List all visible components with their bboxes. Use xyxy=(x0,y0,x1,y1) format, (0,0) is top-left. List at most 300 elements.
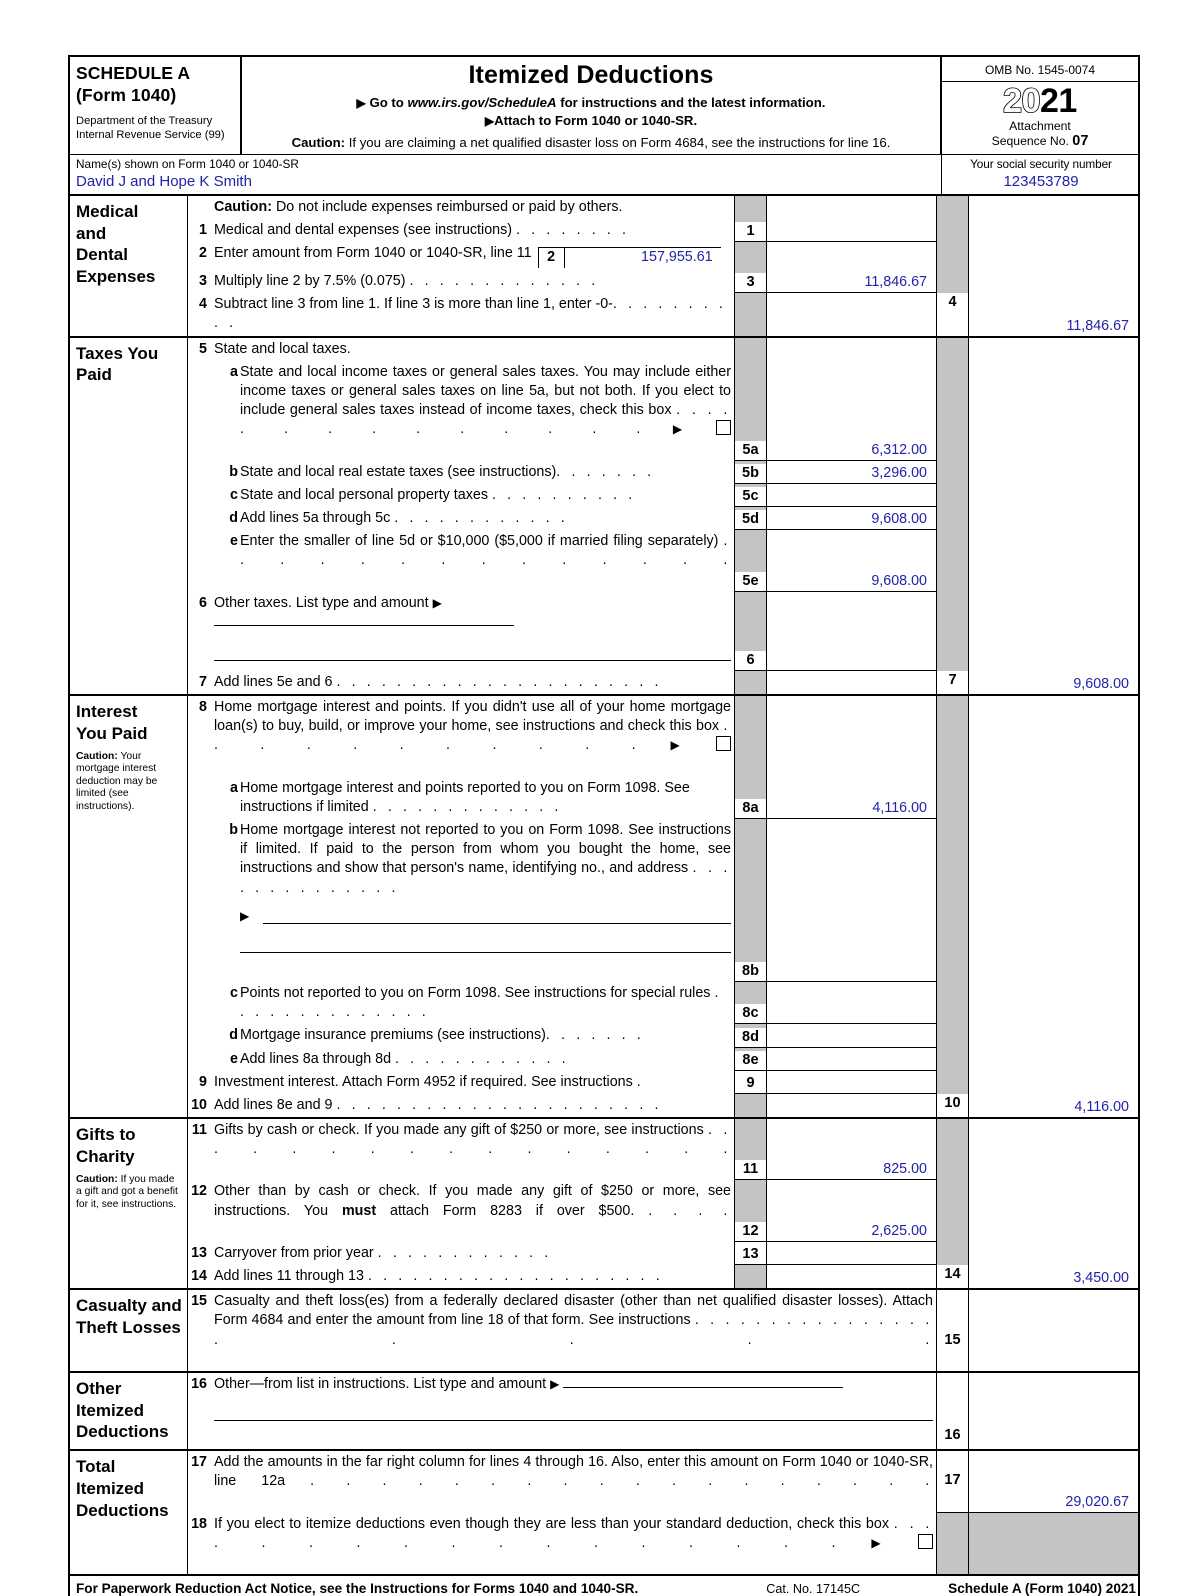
section-label-casualty xyxy=(70,1290,188,1371)
line-8d-box xyxy=(734,1024,766,1047)
line-3-text xyxy=(214,270,734,293)
gray-spacer-a xyxy=(936,196,968,219)
line-5-number: 5 xyxy=(199,340,207,357)
line-8b-payee-input[interactable] xyxy=(263,923,731,924)
amt2-spacer-5d xyxy=(968,507,1138,530)
line-11-box xyxy=(734,1119,766,1180)
amt2-spacer-1 xyxy=(968,219,1138,242)
line-5a-text xyxy=(240,361,734,461)
line-8c-text xyxy=(240,982,734,1024)
line-6-amount[interactable] xyxy=(766,592,936,671)
amt2-spacer-8d xyxy=(968,1024,1138,1047)
row-line-12 xyxy=(188,1180,1138,1241)
line-15-number: 15 xyxy=(191,1293,207,1310)
leader-dots-5a: . . . . . . . . . . . . . . xyxy=(240,402,731,438)
line-9-text xyxy=(214,1071,734,1094)
gray-spacer-8b xyxy=(936,819,968,982)
caution-text: If you are claiming a net qualified disaster loss on Form 4684, see the instructions for line 16. xyxy=(345,134,891,150)
line-10-amount[interactable] xyxy=(968,1094,1138,1117)
line-11-number: 11 xyxy=(191,1122,207,1139)
line-4-label: Subtract line 3 from line 1. If line 3 is more than line 1, enter -0- xyxy=(214,296,613,313)
line-16-text xyxy=(214,1373,936,1449)
gifts-note-label: Caution: xyxy=(76,1173,118,1185)
line-5c-box xyxy=(734,484,766,507)
name-input[interactable]: David J and Hope K Smith xyxy=(76,173,252,191)
ssn-label: Your social security number xyxy=(970,157,1112,172)
leader-dots-5b: . . . . . . . xyxy=(556,463,655,480)
gray-spacer-6 xyxy=(936,592,968,671)
gray-spacer-3 xyxy=(936,270,968,293)
line-5c-amount[interactable] xyxy=(766,484,936,507)
line-4-amount-value: 11,846.67 xyxy=(1066,317,1129,334)
spacer-5c xyxy=(188,484,214,507)
line-8d-letter: d xyxy=(229,1027,238,1044)
line-6-label: Other taxes. List type and amount xyxy=(214,594,429,611)
amt2-spacer-8a xyxy=(968,777,1138,819)
amt2-spacer-11 xyxy=(968,1119,1138,1180)
line-12-box-number: 12 xyxy=(735,1222,766,1241)
triangle-icon-18: ▶ xyxy=(839,1535,913,1550)
line-14-box-number: 14 xyxy=(944,1266,961,1283)
line-8e-text xyxy=(240,1048,734,1071)
line-2-box-number: 2 xyxy=(539,248,565,268)
line-3-box-number: 3 xyxy=(735,273,766,292)
line-16-label: Other—from list in instructions. List type and amount xyxy=(214,1375,547,1392)
leader-dots-8d: . . . . . . . xyxy=(545,1027,645,1044)
line-8-label: Home mortgage interest and points. If you didn't use all of your home mortgage loan(s) to buy, build, or improve your home, see instructions and check this box xyxy=(214,699,731,735)
line-12-number: 12 xyxy=(191,1183,207,1200)
amt2-spacer-8c xyxy=(968,982,1138,1024)
row-line-7 xyxy=(188,671,1138,694)
line-6-amount-input[interactable] xyxy=(214,660,731,661)
line-14-amount[interactable] xyxy=(968,1265,1138,1288)
spacer-5e xyxy=(188,530,214,591)
leader-dots-11: . . . . . . . . . . . . . . . . xyxy=(214,1122,731,1158)
row-line-8c xyxy=(188,982,1138,1024)
line-15-text xyxy=(214,1290,936,1371)
amt2-spacer-5 xyxy=(968,338,1138,361)
line-16-box xyxy=(936,1373,968,1449)
line-1-amount[interactable] xyxy=(766,219,936,242)
spacer-8a xyxy=(188,777,214,819)
amt2-spacer-5e xyxy=(968,530,1138,591)
tax-year xyxy=(942,82,1138,119)
line-10-number: 10 xyxy=(191,1096,207,1113)
interest-note-label: Caution: xyxy=(76,750,118,762)
line-10-box xyxy=(936,1094,968,1117)
lnbox-spacer-4 xyxy=(734,293,766,335)
line-17-number: 17 xyxy=(191,1454,207,1471)
form-title: Itemized Deductions xyxy=(468,61,714,89)
row-line-8e xyxy=(188,1048,1138,1071)
line-6-type-input[interactable] xyxy=(214,625,514,626)
section-casualty-theft xyxy=(70,1288,1138,1371)
line-8b-text xyxy=(240,819,734,982)
amt2-spacer-3 xyxy=(968,270,1138,293)
name-label: Name(s) shown on Form 1040 or 1040-SR xyxy=(76,157,299,172)
line-16-box-number: 16 xyxy=(944,1426,961,1443)
row-line-5a xyxy=(188,361,1138,461)
line-5d-amount[interactable] xyxy=(766,507,936,530)
line-12-box xyxy=(734,1180,766,1241)
goto-prefix: Go to xyxy=(369,94,408,110)
name-field-group xyxy=(70,155,942,194)
medical-caution-text xyxy=(214,196,734,219)
amt-spacer-8 xyxy=(766,696,936,777)
line-11-amount-value: 825.00 xyxy=(883,1161,927,1178)
triangle-icon-6: ▶ xyxy=(432,595,442,610)
gray-spacer-5 xyxy=(936,338,968,361)
line-13-text xyxy=(214,1242,734,1265)
line-7-box-number: 7 xyxy=(948,671,957,688)
amt2-spacer-8 xyxy=(968,696,1138,777)
line-14-amount-value: 3,450.00 xyxy=(1073,1270,1129,1287)
section-label-medical xyxy=(70,196,188,336)
other-title-2: Itemized xyxy=(76,1400,145,1420)
line-6-box-number: 6 xyxy=(735,651,766,670)
line-5b-text xyxy=(240,461,734,484)
row-line-3 xyxy=(188,270,1138,293)
line-4-box xyxy=(936,293,968,335)
section-interest-paid xyxy=(70,694,1138,1117)
casualty-title-2: Theft Losses xyxy=(76,1318,181,1338)
line-8a-box xyxy=(734,777,766,819)
line-16-amount-input[interactable] xyxy=(214,1420,933,1421)
line-1-box-number: 1 xyxy=(735,222,766,241)
attach-line xyxy=(248,112,934,130)
row-line-1 xyxy=(188,219,1138,242)
line-5e-amount[interactable] xyxy=(766,530,936,591)
line-7-label: Add lines 5e and 6 xyxy=(214,673,333,690)
line-6-number: 6 xyxy=(199,594,207,611)
total-title-2: Itemized xyxy=(76,1478,145,1498)
spacer-8e xyxy=(188,1048,214,1071)
line-5b-amount[interactable] xyxy=(766,461,936,484)
line-3-label: Multiply line 2 by 7.5% (0.075) xyxy=(214,273,406,290)
section-body-taxes xyxy=(188,338,1138,695)
itemize-election-checkbox[interactable] xyxy=(918,1534,933,1549)
gray-spacer-5a xyxy=(936,361,968,461)
paperwork-notice: For Paperwork Reduction Act Notice, see the Instructions for Forms 1040 and 1040-SR. xyxy=(76,1581,639,1596)
dept-line-1: Department of the Treasury xyxy=(76,115,213,128)
line-1-box xyxy=(734,219,766,242)
line-8c-amount[interactable] xyxy=(766,982,936,1024)
line-8d-box-number: 8d xyxy=(735,1028,766,1047)
amt-spacer-4 xyxy=(766,293,936,335)
line-8b-letter: b xyxy=(229,822,238,839)
gifts-note-text: If you made a gift and got a benefit for it, see instructions. xyxy=(76,1173,178,1210)
header-caution xyxy=(248,135,934,152)
row-line-13 xyxy=(188,1242,1138,1265)
line-8e-amount[interactable] xyxy=(766,1048,936,1071)
attachment-number: 07 xyxy=(1072,132,1089,149)
line-8a-text xyxy=(240,777,734,819)
leader-dots-17: . . . . . . . . . . . . . . . . . . xyxy=(310,1473,933,1490)
form-footer xyxy=(70,1574,1138,1596)
spacer-5d xyxy=(188,507,214,530)
line-4-box-number: 4 xyxy=(948,294,957,311)
header-center-block xyxy=(242,57,942,154)
line-6-box xyxy=(734,592,766,671)
section-total-itemized xyxy=(70,1449,1138,1574)
lnbox-spacer-10 xyxy=(734,1094,766,1117)
line-5b-amount-value: 3,296.00 xyxy=(871,464,927,481)
line-11-label: Gifts by cash or check. If you made any gift of $250 or more, see instructions xyxy=(214,1122,704,1139)
row-line-8 xyxy=(188,696,1138,777)
line-8a-label: Home mortgage interest and points reported to you on Form 1098. See instructions if limited xyxy=(240,779,690,815)
line-2-number: 2 xyxy=(199,245,207,262)
row-line-4 xyxy=(188,293,1138,335)
line-12-must: must xyxy=(341,1202,377,1219)
line-17-amount[interactable] xyxy=(968,1451,1138,1512)
line-7-amount[interactable] xyxy=(968,671,1138,694)
taxes-title-1: Taxes You xyxy=(76,343,159,363)
leader-dots-8e: . . . . . . . . . . . . xyxy=(395,1050,570,1067)
line-9-amount[interactable] xyxy=(766,1071,936,1094)
line-14-number: 14 xyxy=(191,1268,207,1285)
gifts-title-1: Gifts to xyxy=(76,1125,136,1145)
line-8e-letter: e xyxy=(230,1050,238,1067)
line-14-text xyxy=(214,1265,734,1288)
medical-caution-body: Do not include expenses reimbursed or paid by others. xyxy=(271,198,623,215)
mortgage-checkbox[interactable] xyxy=(716,736,731,751)
triangle-icon-5a: ▶ xyxy=(643,422,711,437)
attachment-sequence xyxy=(942,119,1138,153)
gray-spacer-13 xyxy=(936,1242,968,1265)
line-11-amount[interactable] xyxy=(766,1119,936,1180)
section-body-medical xyxy=(188,196,1138,336)
line-18-text xyxy=(214,1513,936,1574)
interest-title-1: Interest xyxy=(76,702,138,722)
line-5b-box xyxy=(734,461,766,484)
line-8b-address-input[interactable] xyxy=(240,952,731,953)
amt2-spacer-5b xyxy=(968,461,1138,484)
amt2-spacer-8e xyxy=(968,1048,1138,1071)
line-13-amount[interactable] xyxy=(766,1242,936,1265)
amt2-spacer-5a xyxy=(968,361,1138,461)
schedule-footer-label: Schedule A (Form 1040) 2021 xyxy=(948,1581,1136,1596)
line-5d-letter: d xyxy=(229,509,238,526)
leader-dots-14: . . . . . . . . . . . . . . . . . . . . xyxy=(367,1268,664,1285)
amt2-spacer-a xyxy=(968,196,1138,219)
gray-spacer-8 xyxy=(936,696,968,777)
line-5b-label: State and local real estate taxes (see instructions) xyxy=(240,463,557,480)
line-13-box-number: 13 xyxy=(735,1245,766,1264)
spacer-8b xyxy=(188,819,214,982)
row-line-6 xyxy=(188,592,1138,671)
line-1-text xyxy=(214,219,734,242)
line-2-amount-value[interactable]: 157,955.61 xyxy=(641,249,713,266)
leader-dots-13: . . . . . . . . . . . . xyxy=(377,1244,552,1261)
line-8e-box xyxy=(734,1048,766,1071)
triangle-icon-2: ▶ xyxy=(484,114,495,129)
irs-url[interactable]: www.irs.gov/ScheduleA xyxy=(407,94,557,110)
amt2-spacer-13 xyxy=(968,1242,1138,1265)
attach-text: Attach to Form 1040 or 1040-SR. xyxy=(494,113,698,129)
goto-suffix: for instructions and the latest information. xyxy=(556,94,826,110)
row-line-2 xyxy=(188,242,1138,270)
row-line-10 xyxy=(188,1094,1138,1117)
line-10-text xyxy=(214,1094,734,1117)
gifts-note xyxy=(76,1174,183,1212)
gray-spacer-5d xyxy=(936,507,968,530)
line-8c-box-number: 8c xyxy=(735,1004,766,1023)
row-line-14 xyxy=(188,1265,1138,1288)
spacer-8c xyxy=(188,982,214,1024)
triangle-icon-16: ▶ xyxy=(550,1376,560,1391)
leader-dots-4: . . . . . . . . . . xyxy=(214,296,727,332)
section-label-interest xyxy=(70,696,188,1117)
line-6-text xyxy=(214,592,734,671)
total-title-1: Total xyxy=(76,1457,116,1477)
line-8c-label: Points not reported to you on Form 1098. See instructions for special rules xyxy=(240,985,711,1002)
leader-dots-8a: . . . . . . . . . . . . . xyxy=(372,798,563,815)
amt-spacer-2 xyxy=(766,242,936,270)
row-line-8b xyxy=(188,819,1138,982)
gray-spacer-2 xyxy=(936,242,968,270)
ssn-field-group xyxy=(942,155,1138,194)
line-18-amount-shade xyxy=(968,1513,1138,1574)
line-3-amount[interactable] xyxy=(766,270,936,293)
omb-number: OMB No. 1545-0074 xyxy=(942,57,1138,82)
form-container xyxy=(68,55,1140,1596)
taxes-title-2: Paid xyxy=(76,365,112,385)
line-15-box xyxy=(936,1290,968,1371)
amt2-spacer-2 xyxy=(968,242,1138,270)
leader-dots-8c: . . . . . . . . . . . . . . xyxy=(240,985,723,1021)
line-2-label: Enter amount from Form 1040 or 1040-SR, line 11 xyxy=(214,245,532,262)
triangle-icon-8: ▶ xyxy=(639,738,712,753)
header-right-block xyxy=(942,57,1138,154)
line-2-inline-box xyxy=(538,247,721,268)
line-4-number: 4 xyxy=(199,296,207,313)
line-4-amount[interactable] xyxy=(968,293,1138,335)
line-5c-label: State and local personal property taxes xyxy=(240,486,488,503)
amt2-spacer-12 xyxy=(968,1180,1138,1241)
lnbox-spacer-8 xyxy=(734,696,766,777)
lnbox-spacer-a xyxy=(734,196,766,219)
amt2-spacer-9 xyxy=(968,1071,1138,1094)
amt2-spacer-8b xyxy=(968,819,1138,982)
amt2-spacer-6 xyxy=(968,592,1138,671)
line-5a-amount[interactable] xyxy=(766,361,936,461)
line-8d-label: Mortgage insurance premiums (see instructions) xyxy=(240,1027,546,1044)
line-16-number: 16 xyxy=(191,1375,207,1392)
other-title-1: Other xyxy=(76,1378,122,1398)
leader-dots-5d: . . . . . . . . . . . . xyxy=(394,509,569,526)
line-8a-box-number: 8a xyxy=(735,799,766,818)
line-5c-letter: c xyxy=(230,486,238,503)
line-16-amount[interactable] xyxy=(968,1373,1138,1449)
line-10-box-number: 10 xyxy=(944,1094,961,1111)
sales-tax-checkbox[interactable] xyxy=(716,420,731,435)
spacer-5b xyxy=(188,461,214,484)
header-left-block xyxy=(70,57,242,154)
line-13-box xyxy=(734,1242,766,1265)
leader-dots-5e: . . . . . . . . . . . . . . xyxy=(240,533,731,569)
gray-spacer-9 xyxy=(936,1071,968,1094)
row-line-8a xyxy=(188,777,1138,819)
name-ssn-row xyxy=(70,154,1138,194)
medical-caution-row xyxy=(188,196,1138,219)
line-8e-label: Add lines 8a through 8d xyxy=(240,1050,392,1067)
medical-caution-label: Caution: xyxy=(214,198,272,215)
gray-spacer-11 xyxy=(936,1119,968,1180)
line-5e-amount-value: 9,608.00 xyxy=(871,572,927,589)
row-line-5b xyxy=(188,461,1138,484)
line-12-amount-value: 2,625.00 xyxy=(871,1222,927,1239)
section-taxes-paid xyxy=(70,336,1138,695)
interest-title-2: You Paid xyxy=(76,723,148,743)
section-medical-dental xyxy=(70,194,1138,336)
line-8a-amount[interactable] xyxy=(766,777,936,819)
line-12-amount[interactable] xyxy=(766,1180,936,1241)
attachment-label-1: Attachment xyxy=(1009,118,1071,133)
line-13-label: Carryover from prior year xyxy=(214,1244,374,1261)
medical-title-3: Dental xyxy=(76,245,128,265)
line-5e-letter: e xyxy=(230,533,238,550)
spacer xyxy=(188,196,214,219)
interest-note xyxy=(76,751,183,814)
line-10-label: Add lines 8e and 9 xyxy=(214,1096,333,1113)
section-body-total xyxy=(188,1451,1138,1574)
triangle-icon-8b: ▶ xyxy=(240,908,250,923)
section-body-gifts xyxy=(188,1119,1138,1288)
line-15-amount[interactable] xyxy=(968,1290,1138,1371)
line-9-label: Investment interest. Attach Form 4952 if required. See instructions xyxy=(214,1073,633,1090)
gray-spacer-8d xyxy=(936,1024,968,1047)
line-9-box-number: 9 xyxy=(735,1074,766,1093)
gray-spacer-5b xyxy=(936,461,968,484)
leader-dots-15: . . . . . . . . . . . . . . . . . . . . . xyxy=(214,1312,933,1348)
caution-label: Caution: xyxy=(291,134,346,150)
amt-spacer-a xyxy=(766,196,936,219)
ssn-input[interactable]: 123453789 xyxy=(1003,173,1079,191)
section-other-itemized xyxy=(70,1371,1138,1449)
medical-title-4: Expenses xyxy=(76,267,156,287)
amt2-spacer-5c xyxy=(968,484,1138,507)
line-15-box-number: 15 xyxy=(944,1332,961,1349)
line-8b-amount[interactable] xyxy=(766,819,936,982)
leader-dots-7: . . . . . . . . . . . . . . . . . . . . . . xyxy=(336,673,663,690)
line-5e-box xyxy=(734,530,766,591)
gray-spacer-5e xyxy=(936,530,968,591)
line-8-text xyxy=(214,696,734,777)
leader-dots-18: . . . . . . . . . . . . . . . . . xyxy=(214,1515,933,1551)
gray-spacer-8e xyxy=(936,1048,968,1071)
line-5e-box-number: 5e xyxy=(735,572,766,591)
line-5a-amount-value: 6,312.00 xyxy=(871,441,927,458)
line-8b-box xyxy=(734,819,766,982)
lnbox-spacer-14 xyxy=(734,1265,766,1288)
line-5d-box-number: 5d xyxy=(735,510,766,529)
line-8e-box-number: 8e xyxy=(735,1051,766,1070)
line-16-type-input[interactable] xyxy=(563,1387,843,1388)
line-3-amount-value: 11,846.67 xyxy=(864,274,927,291)
amt-spacer-10 xyxy=(766,1094,936,1117)
line-18-number: 18 xyxy=(191,1515,207,1532)
gray-spacer-8c xyxy=(936,982,968,1024)
line-8d-amount[interactable] xyxy=(766,1024,936,1047)
section-label-other xyxy=(70,1373,188,1449)
total-title-3: Deductions xyxy=(76,1500,169,1520)
line-8b-box-number: 8b xyxy=(735,962,766,981)
row-line-5 xyxy=(188,338,1138,361)
line-5d-text xyxy=(240,507,734,530)
spacer-8d xyxy=(188,1024,214,1047)
leader-dots-10: . . . . . . . . . . . . . . . . . . . . . . xyxy=(336,1096,663,1113)
row-line-5d xyxy=(188,507,1138,530)
